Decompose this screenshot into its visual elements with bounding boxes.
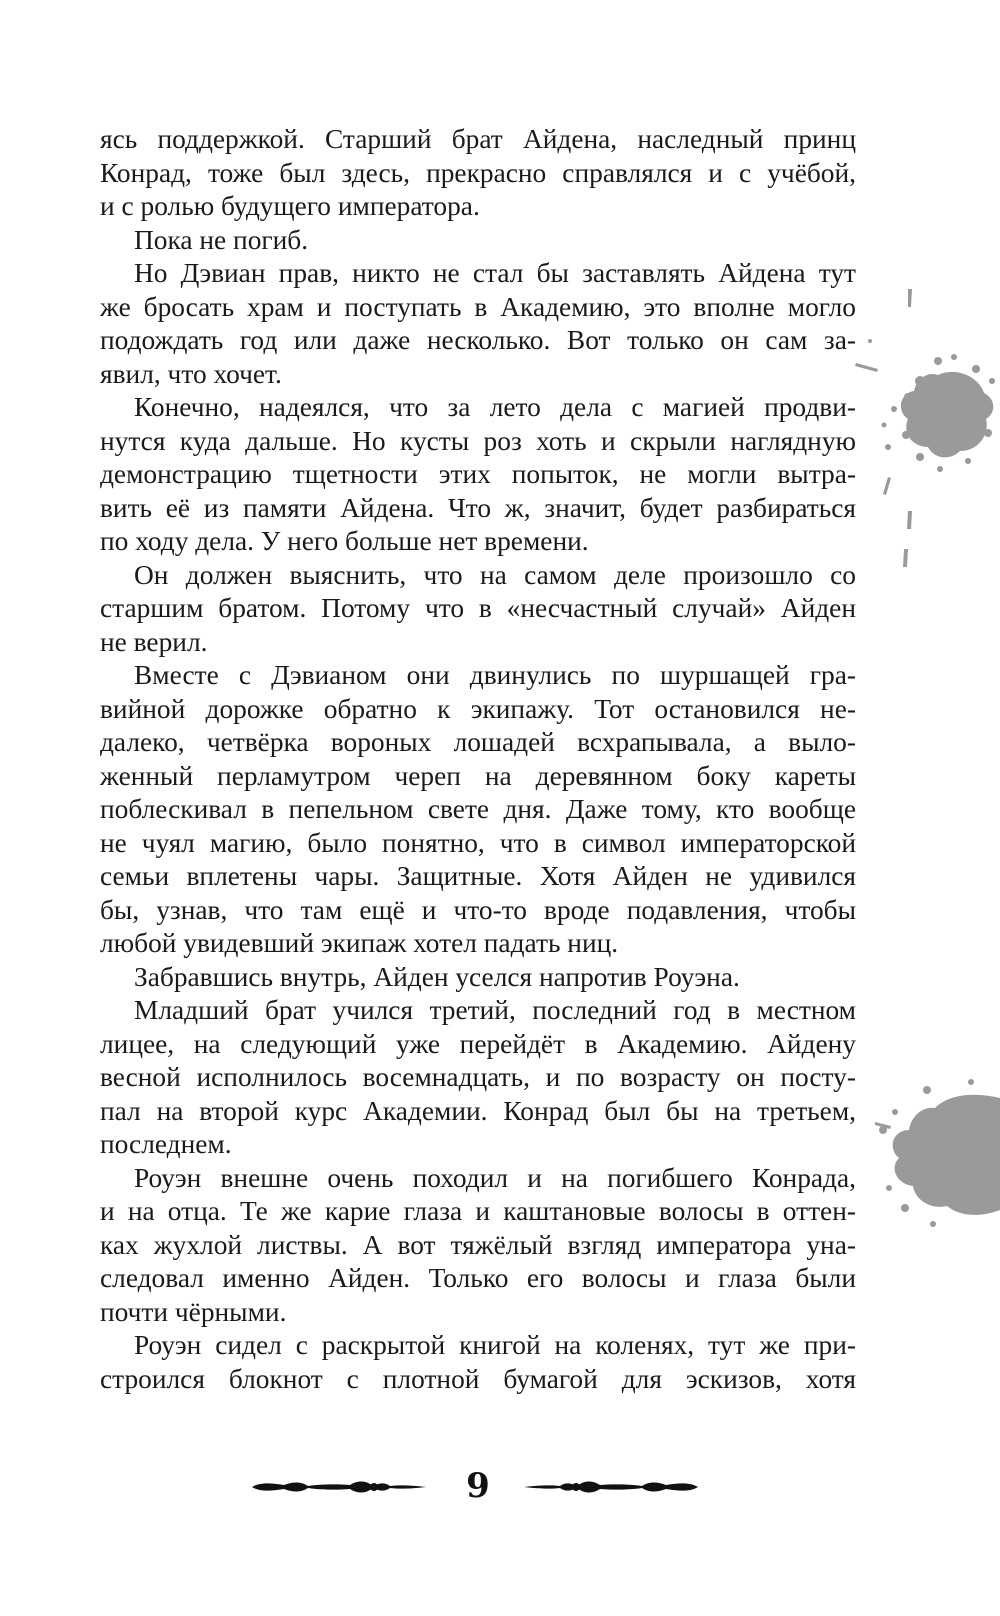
text-line: подождать год или даже несколько. Вот только он сам за- xyxy=(100,325,856,355)
text-line: почти чёрными. xyxy=(100,1296,287,1327)
ink-splatter-bottom-icon xyxy=(875,1068,1000,1238)
text-line: семьи вплетены чары. Защитные. Хотя Айден не удивился xyxy=(100,861,856,891)
text-line: вить её из памяти Айдена. Что ж, значит, будет разбираться xyxy=(100,492,856,523)
text-line: лицее, на следующий уже перейдёт в Академию. Айдену xyxy=(100,1028,856,1059)
text-line: Конечно, надеялся, что за лето дела с магией продви- xyxy=(134,392,856,422)
text-line: Роуэн внешне очень походил и на погибшего Конрада, xyxy=(134,1162,856,1193)
text-line: и с ролью будущего императора. xyxy=(100,191,480,221)
text-line: Он должен выяснить, что на самом деле произошло со xyxy=(134,559,856,590)
text-line: не верил. xyxy=(100,626,208,657)
text-line: Но Дэвиан прав, никто не стал бы заставлять Айдена тут xyxy=(134,258,856,288)
text-line: последнем. xyxy=(100,1129,232,1159)
text-line: любой увидевший экипаж хотел падать ниц. xyxy=(100,928,619,958)
text-line: строился блокнот с плотной бумагой для эскизов, хотя xyxy=(100,1363,856,1394)
left-ornament-icon xyxy=(250,1476,428,1498)
text-line: поблескивал в пепельном свете дня. Даже тому, кто вообще xyxy=(100,794,856,824)
text-line: Забравшись внутрь, Айден уселся напротив Роуэна. xyxy=(134,961,740,992)
text-line: старшим братом. Потому что в «несчастный случай» Айден xyxy=(100,593,856,623)
text-line: Пока не погиб. xyxy=(134,224,309,255)
text-line: ясь поддержкой. Старший брат Айдена, наследный принц xyxy=(100,124,856,154)
page-number: 9 xyxy=(466,1466,490,1506)
text-line: вийной дорожке обратно к экипажу. Тот остановился не- xyxy=(100,693,856,724)
text-line: весной исполнилось восемнадцать, и по возрасту он посту- xyxy=(100,1062,856,1092)
text-line: следовал именно Айден. Только его волосы и глаза были xyxy=(100,1263,856,1293)
text-line: не чуял магию, было понятно, что в символ императорской xyxy=(100,827,856,858)
text-line: ках жухлой листвы. А вот тяжёлый взгляд императора уна- xyxy=(100,1229,856,1260)
text-line: демонстрацию тщетности этих попыток, не могли вытра- xyxy=(100,459,856,489)
page-footer xyxy=(0,1462,1000,1512)
text-line: Роуэн сидел с раскрытой книгой на коленях, тут же при- xyxy=(134,1330,856,1360)
text-line: же бросать храм и поступать в Академию, это вполне могло xyxy=(100,291,856,322)
right-ornament-icon xyxy=(522,1476,700,1498)
text-line: и на отца. Те же карие глаза и каштановые волосы в оттен- xyxy=(100,1196,856,1226)
text-line: Вместе с Дэвианом они двинулись по шуршащей гра- xyxy=(134,660,856,690)
text-line: Младший брат учился третий, последний год в местном xyxy=(134,995,856,1025)
text-line: женный перламутром череп на деревянном боку кареты xyxy=(100,760,856,791)
text-line: бы, узнав, что там ещё и что-то вроде подавления, чтобы xyxy=(100,894,856,925)
text-line: нутся куда дальше. Но кусты роз хоть и скрыли наглядную xyxy=(100,425,856,456)
text-line: Конрад, тоже был здесь, прекрасно справлялся и с учёбой, xyxy=(100,157,856,188)
ink-splatter-top-icon xyxy=(850,285,1000,585)
body-text xyxy=(100,123,856,1396)
text-line: по ходу дела. У него больше нет времени. xyxy=(100,526,589,556)
text-line: явил, что хочет. xyxy=(100,358,282,389)
text-line: далеко, четвёрка вороных лошадей всхрапывала, а выло- xyxy=(100,727,856,757)
text-line: пал на второй курс Академии. Конрад был бы на третьем, xyxy=(100,1095,856,1126)
